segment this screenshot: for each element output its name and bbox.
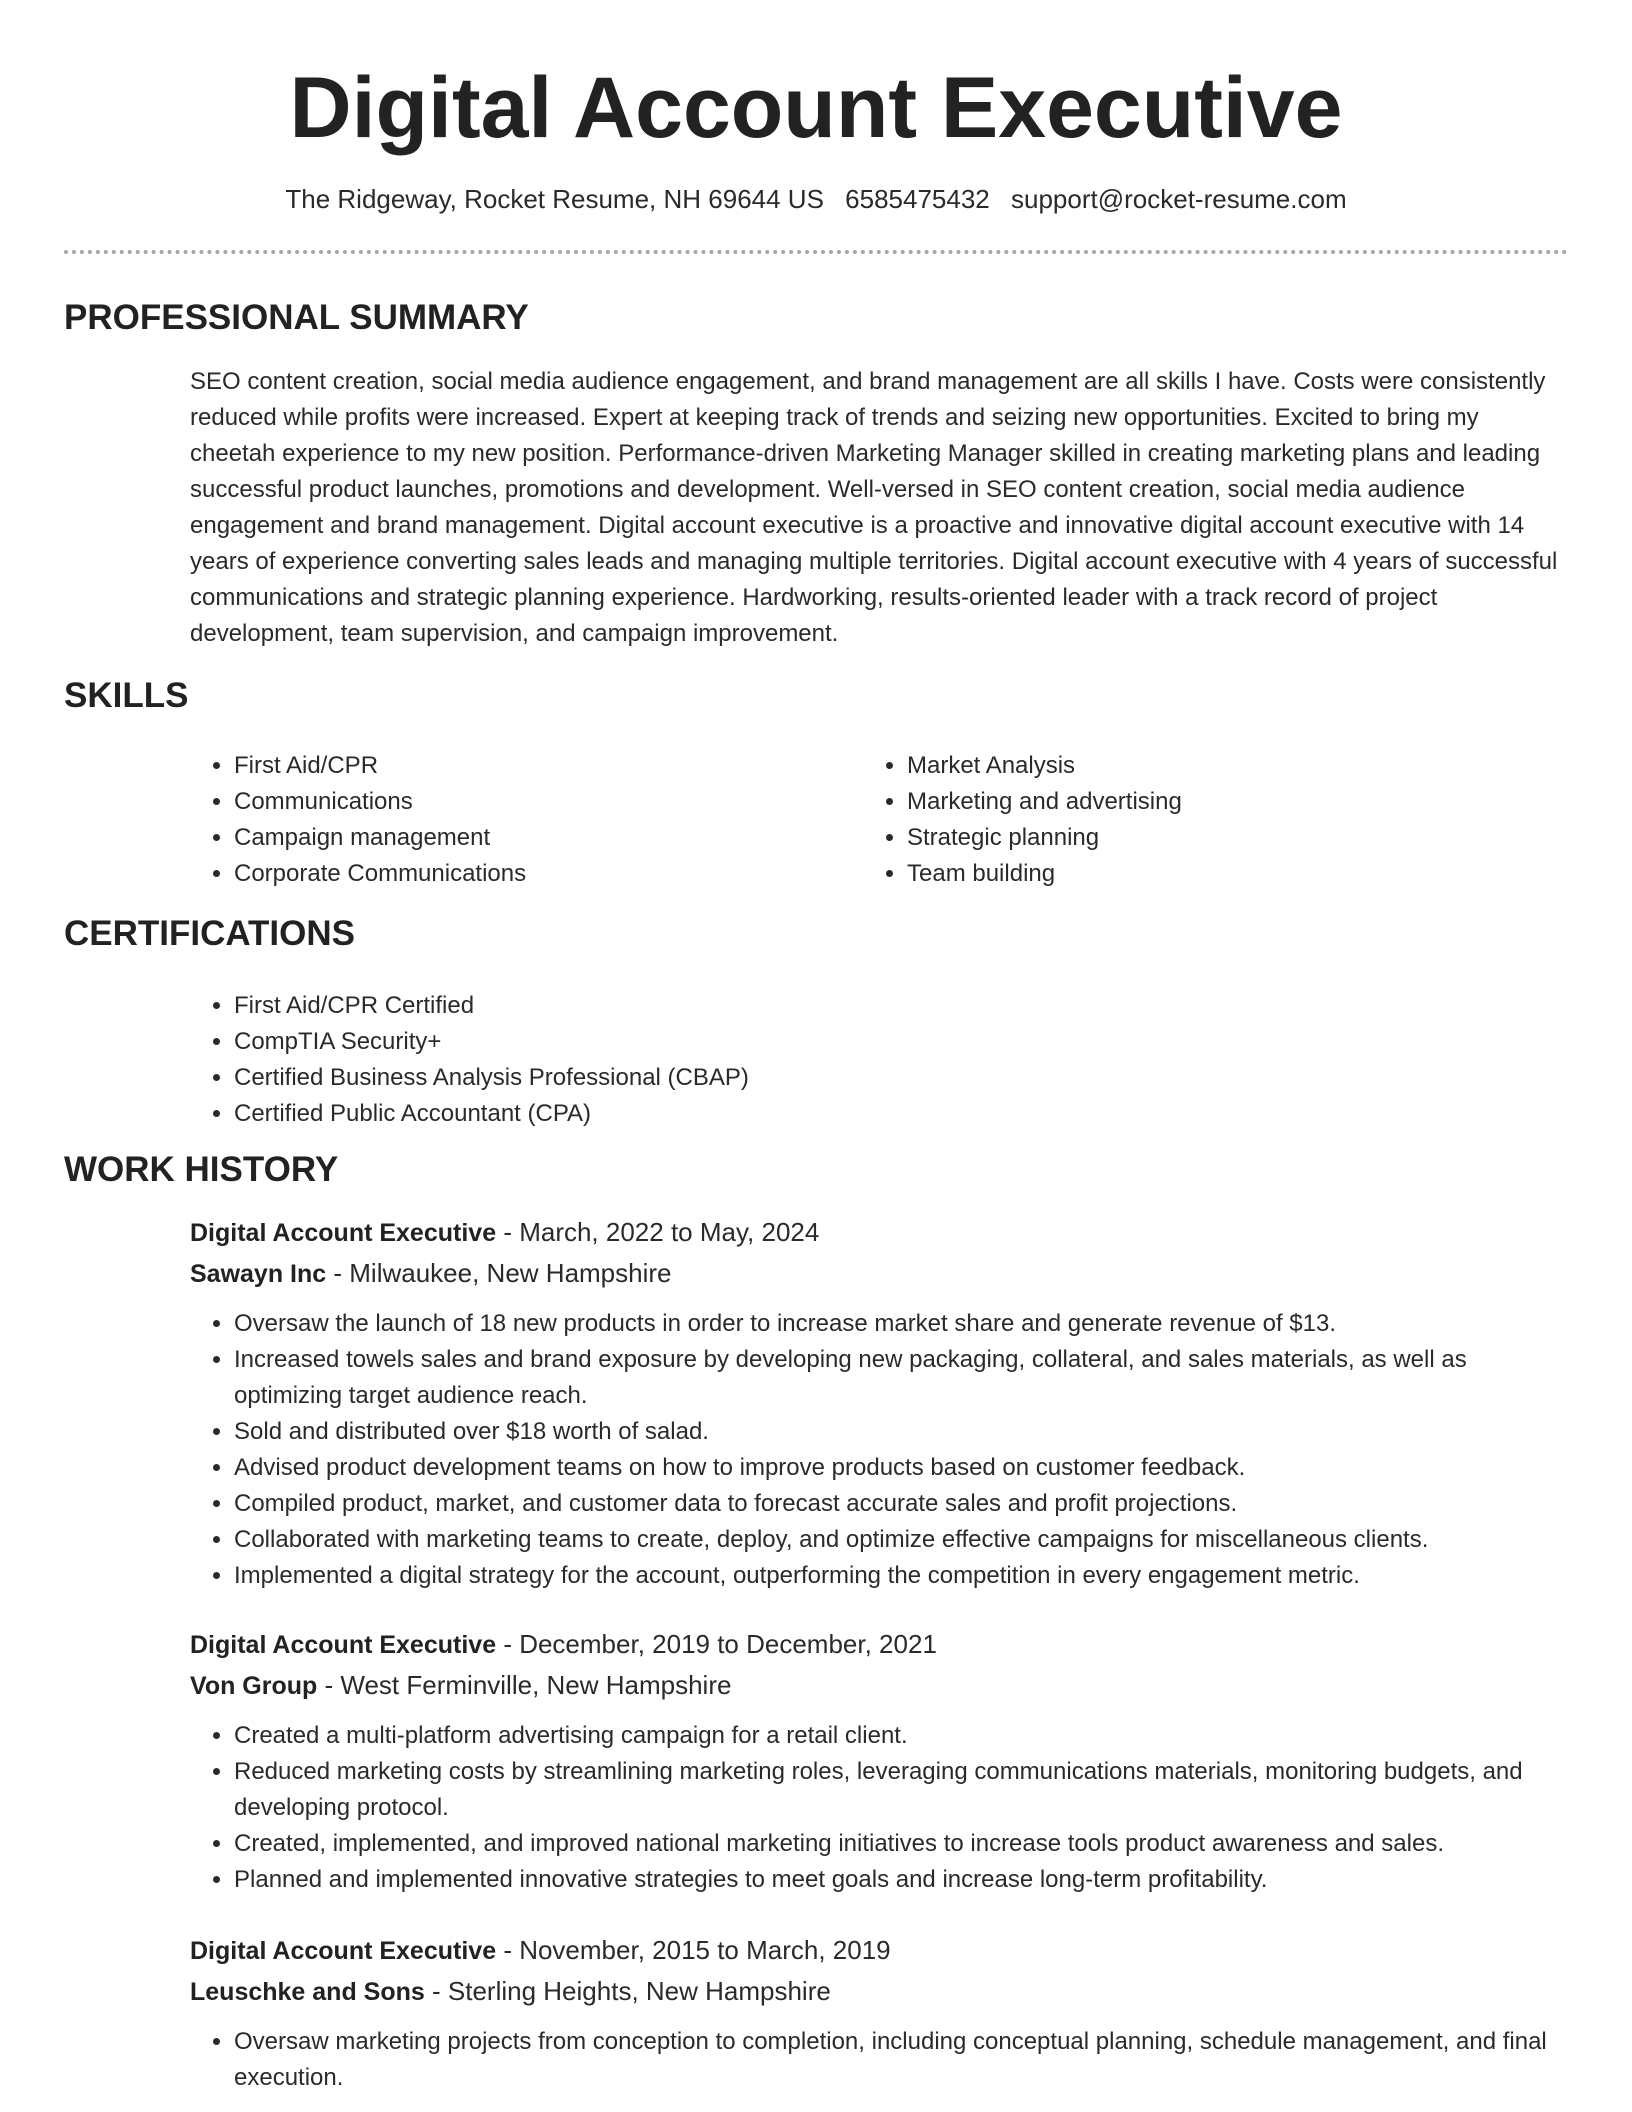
certifications-list (190, 988, 1090, 1132)
job-title-line (190, 1930, 1570, 1971)
job-bullet: • Compiled product, market, and customer data to forecast accurate sales and profit projections. (234, 1486, 1570, 1522)
contact-address: The Ridgeway, Rocket Resume, NH 69644 US (285, 184, 824, 214)
skill-item: • Communications (234, 784, 810, 820)
job-bullet: • Sold and distributed over $18 worth of salad. (234, 1414, 1570, 1450)
resume-title: Digital Account Executive (289, 60, 1343, 156)
job-bullet: • Reduced marketing costs by streamlining marketing roles, leveraging communications materials, monitoring budgets, and developing protocol. (234, 1754, 1570, 1826)
job-bullet: • Planned and implemented innovative strategies to meet goals and increase long-term profitability. (234, 1862, 1570, 1898)
certification-item: • Certified Public Accountant (CPA) (234, 1096, 1090, 1132)
skill-item: • Marketing and advertising (907, 784, 1483, 820)
skills-heading: SKILLS (64, 676, 189, 715)
certification-item: • First Aid/CPR Certified (234, 988, 1090, 1024)
job-company-line (190, 1253, 1570, 1294)
job-bullet: • Collaborated with marketing teams to create, deploy, and optimize effective campaigns for miscellaneous clients. (234, 1522, 1570, 1558)
job-role: Digital Account Executive (190, 1219, 497, 1247)
job-entry (190, 1624, 1570, 1898)
job-bullet: • Increased towels sales and brand exposure by developing new packaging, collateral, and sales materials, as well as optimizing target audience reach. (234, 1342, 1570, 1414)
work-history-heading: WORK HISTORY (64, 1150, 339, 1189)
certifications-heading: CERTIFICATIONS (64, 914, 356, 953)
job-dates: - November, 2015 to March, 2019 (496, 1935, 891, 1965)
job-company-line (190, 1971, 1570, 2012)
skill-item: • Market Analysis (907, 748, 1483, 784)
skill-item: • Corporate Communications (234, 856, 810, 892)
skill-item: • First Aid/CPR (234, 748, 810, 784)
job-bullet: • Oversaw marketing projects from conception to completion, including conceptual planning, schedule management, and final execution. (234, 2024, 1570, 2096)
job-bullet: • Advised product development teams on how to improve products based on customer feedback. (234, 1450, 1570, 1486)
job-dates: - December, 2019 to December, 2021 (496, 1629, 937, 1659)
job-role: Digital Account Executive (190, 1937, 497, 1965)
summary-heading: PROFESSIONAL SUMMARY (64, 298, 529, 337)
job-dates: - March, 2022 to May, 2024 (496, 1217, 820, 1247)
job-location: - Sterling Heights, New Hampshire (424, 1976, 831, 2006)
certification-item: • CompTIA Security+ (234, 1024, 1090, 1060)
header-divider (64, 250, 1568, 254)
contact-email: support@rocket-resume.com (1011, 184, 1347, 214)
skill-item: • Strategic planning (907, 820, 1483, 856)
job-location: - Milwaukee, New Hampshire (326, 1258, 672, 1288)
job-company: Von Group (190, 1672, 318, 1700)
summary-text: SEO content creation, social media audience engagement, and brand management are all skills I have. Costs were consistently reduced while profits were increased. Expert at keeping track of trends and seizing new opportunities. Excited to bring my cheetah experience to my new position. Performance-driven Marketing Manager skilled in creating marketing plans and leading successful product launches, promotions and development. Well-versed in SEO content creation, social media audience engagement and brand management. Digital account executive is a proactive and innovative digital account executive with 14 years of experience converting sales leads and managing multiple territories. Digital account executive with 4 years of successful communications and strategic planning experience. Hardworking, results-oriented leader with a track record of project development, team supervision, and campaign improvement. (190, 368, 1558, 647)
job-title-line (190, 1624, 1570, 1665)
skill-item: • Campaign management (234, 820, 810, 856)
job-location: - West Ferminville, New Hampshire (317, 1670, 732, 1700)
job-company: Sawayn Inc (190, 1260, 327, 1288)
job-bullet: • Created a multi-platform advertising campaign for a retail client. (234, 1718, 1570, 1754)
job-bullet: • Created, implemented, and improved national marketing initiatives to increase tools product awareness and sales. (234, 1826, 1570, 1862)
job-company: Leuschke and Sons (190, 1978, 425, 2006)
skills-column-left (190, 748, 810, 892)
job-entry (190, 1930, 1570, 2096)
job-role: Digital Account Executive (190, 1631, 497, 1659)
certification-item: • Certified Business Analysis Professional (CBAP) (234, 1060, 1090, 1096)
skills-column-right (863, 748, 1483, 892)
contact-line (0, 182, 1632, 216)
job-bullet: • Oversaw the launch of 18 new products in order to increase market share and generate revenue of $13. (234, 1306, 1570, 1342)
job-company-line (190, 1665, 1570, 1706)
job-title-line (190, 1212, 1570, 1253)
job-entry (190, 1212, 1570, 1594)
contact-phone: 6585475432 (845, 184, 990, 214)
skill-item: • Team building (907, 856, 1483, 892)
job-bullet: • Implemented a digital strategy for the account, outperforming the competition in every engagement metric. (234, 1558, 1570, 1594)
